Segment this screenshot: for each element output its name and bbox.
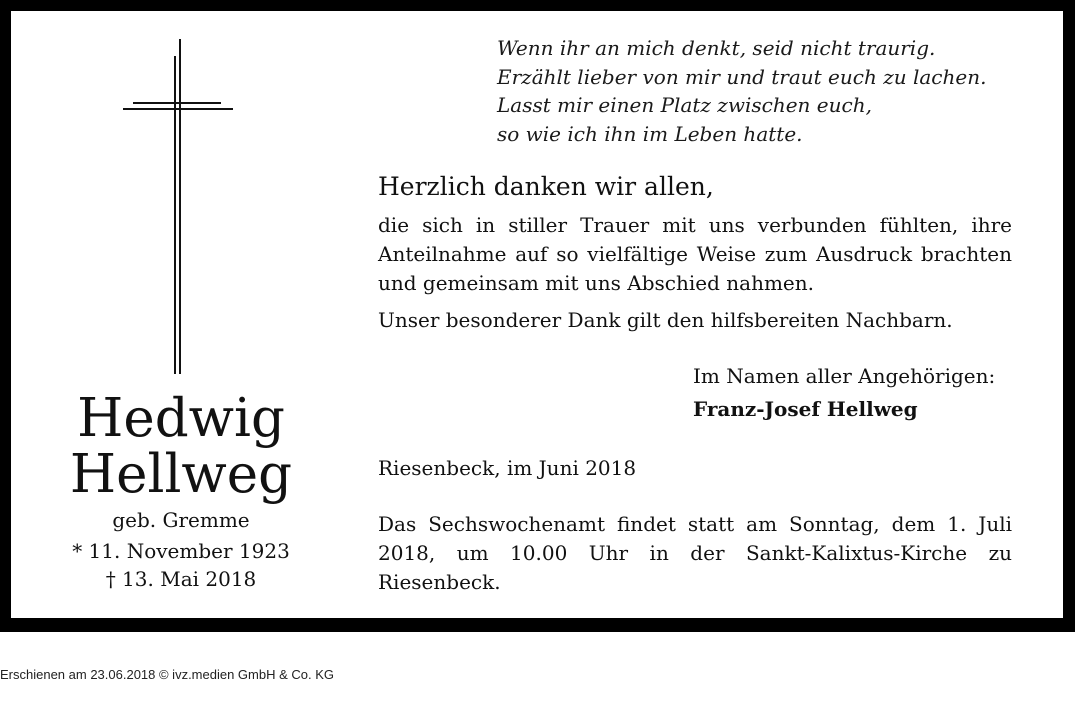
- thanks-body: [378, 211, 1012, 298]
- poem-line: so wie ich ihn im Leben hatte.: [497, 121, 803, 146]
- signature-block: [693, 362, 995, 424]
- deceased-first-name: Hedwig: [77, 388, 285, 449]
- obituary-card: [11, 11, 1063, 618]
- place-date: Riesenbeck, im Juni 2018: [378, 456, 637, 480]
- poem-line: Erzählt lieber von mir und traut euch zu lachen.: [497, 64, 987, 89]
- poem-line: Lasst mir einen Platz zwischen euch,: [497, 93, 872, 117]
- poem-line: Wenn ihr an mich denkt, seid nicht traurig.: [497, 36, 936, 60]
- special-thanks: Unser besonderer Dank gilt den hilfsbereiten Nachbarn.: [378, 308, 953, 332]
- signature-intro: Im Namen aller Angehörigen:: [693, 364, 996, 388]
- maiden-name: geb. Gremme: [112, 508, 250, 532]
- mass-notice: Das Sechswochenamt findet statt am Sonntag, dem 1. Juli 2018, um 10.00 Uhr in der Sankt-Kalixtus-Kirche zu Riesenbeck.: [378, 512, 1012, 594]
- thanks-heading: Herzlich danken wir allen,: [378, 172, 714, 201]
- deceased-info: [51, 388, 311, 593]
- thanks-body-text: die sich in stiller Trauer mit uns verbunden fühlten, ihre Anteilnahme auf so vielfältige Weise zum Ausdruck brachten und gemeinsam mit uns Abschied nahmen.: [378, 213, 1012, 295]
- publication-footer: Erschienen am 23.06.2018 © ivz.medien GmbH & Co. KG: [0, 667, 335, 682]
- death-date: † 13. Mai 2018: [105, 567, 257, 591]
- signer-name: Franz-Josef Hellweg: [693, 397, 918, 421]
- cross-icon: [123, 39, 233, 374]
- poem: [497, 34, 1057, 148]
- deceased-last-name: Hellweg: [69, 444, 293, 505]
- birth-date: * 11. November 1923: [72, 539, 290, 563]
